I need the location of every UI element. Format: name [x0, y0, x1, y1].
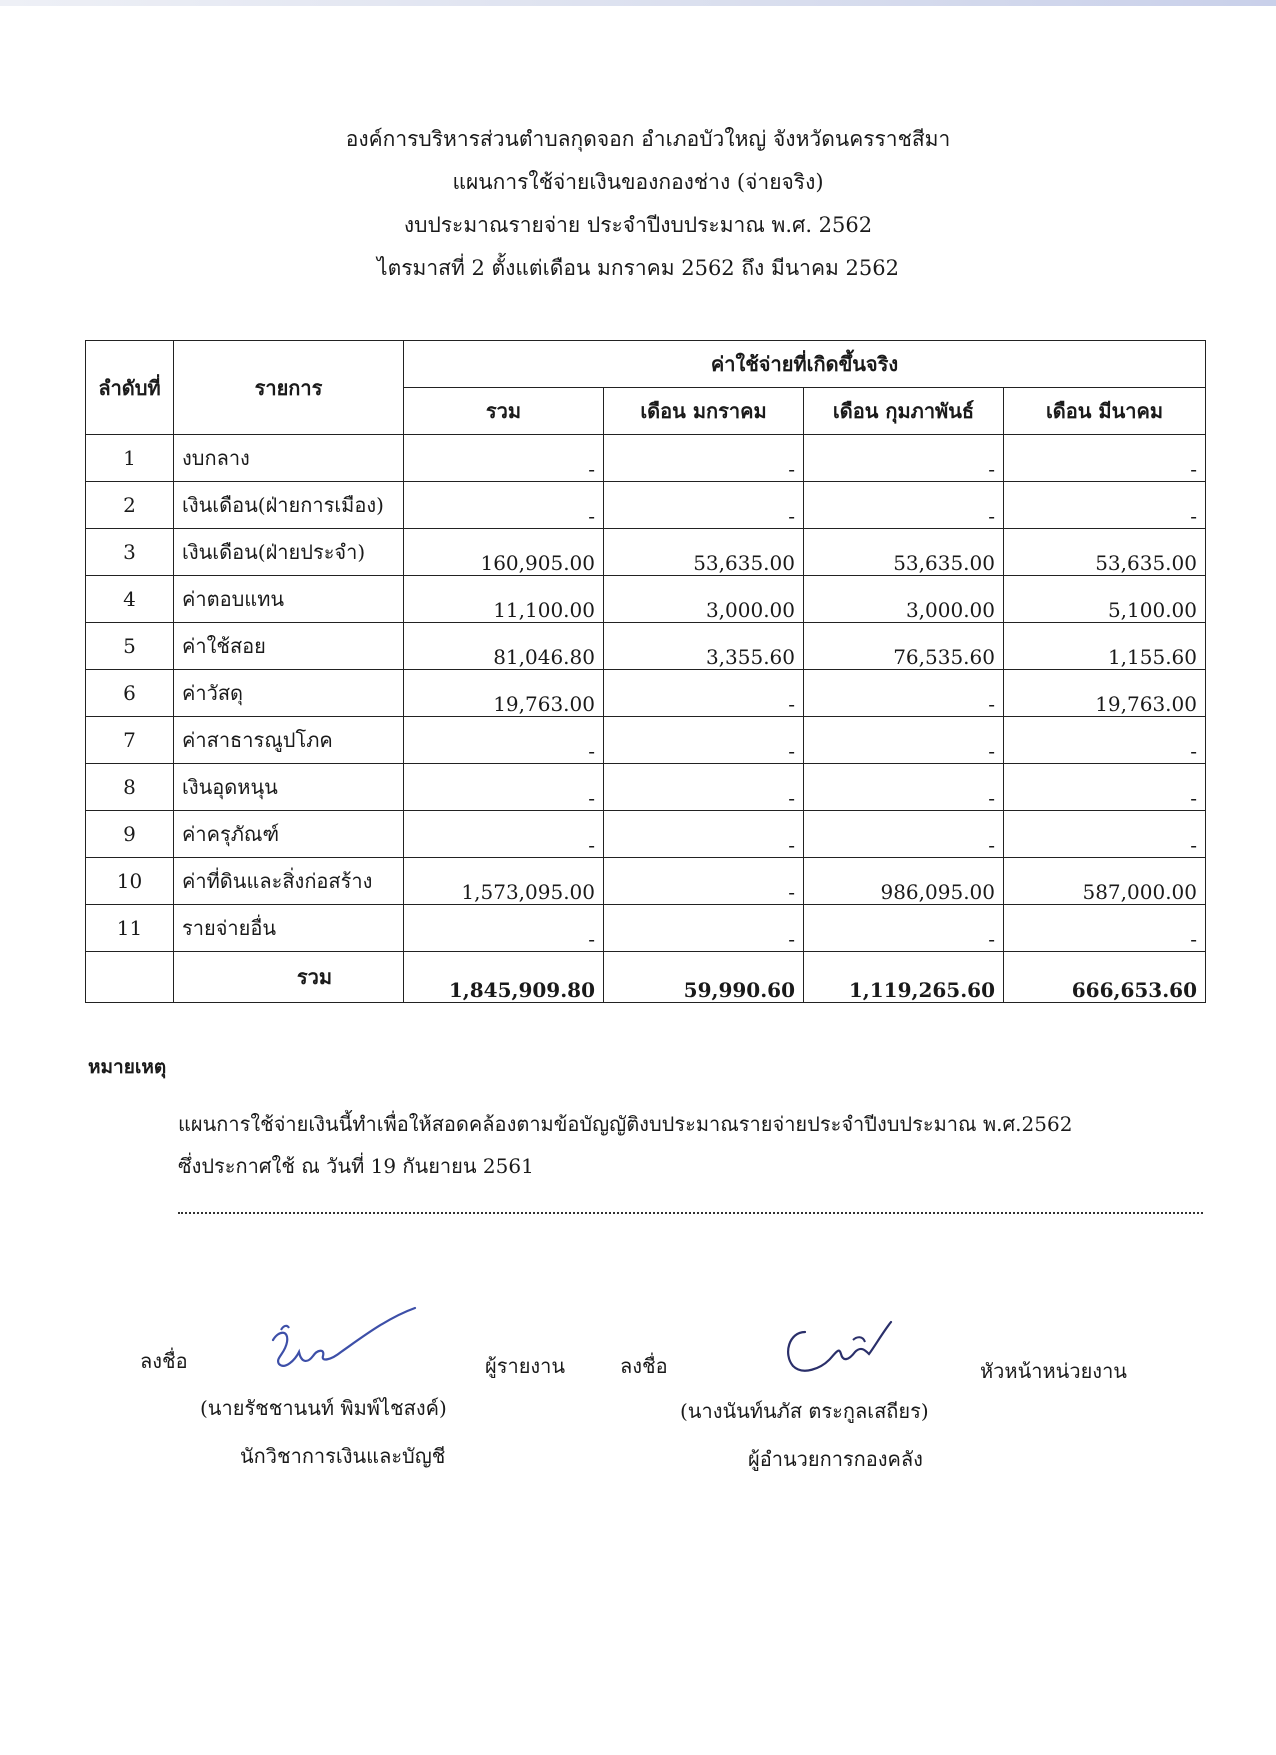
row-feb: -	[804, 435, 1004, 482]
col-no-header: ลำดับที่	[86, 341, 174, 435]
row-item: เงินเดือน(ฝ่ายการเมือง)	[174, 482, 404, 529]
row-no: 3	[86, 529, 174, 576]
row-no: 5	[86, 623, 174, 670]
row-mar: 19,763.00	[1004, 670, 1206, 717]
table-row	[86, 576, 1206, 623]
row-feb: -	[804, 717, 1004, 764]
row-mar: -	[1004, 435, 1206, 482]
remark-line-2: ซึ่งประกาศใช้ ณ วันที่ 19 กันยายน 2561	[178, 1154, 534, 1178]
row-feb: -	[804, 811, 1004, 858]
total-label: รวม	[174, 952, 404, 1003]
row-total: 19,763.00	[404, 670, 604, 717]
row-no: 7	[86, 717, 174, 764]
row-item: ค่าวัสดุ	[174, 670, 404, 717]
row-feb: -	[804, 905, 1004, 952]
row-feb: 76,535.60	[804, 623, 1004, 670]
right-sign-label: ลงชื่อ	[620, 1354, 668, 1378]
row-jan: 53,635.00	[604, 529, 804, 576]
row-total: 1,573,095.00	[404, 858, 604, 905]
row-jan: -	[604, 811, 804, 858]
row-jan: -	[604, 905, 804, 952]
row-mar: -	[1004, 482, 1206, 529]
right-name: (นางนันท์นภัส ตระกูลเสถียร)	[680, 1399, 929, 1423]
scan-edge	[0, 0, 1276, 6]
right-signature-mark	[775, 1310, 915, 1390]
right-role: หัวหน้าหน่วยงาน	[980, 1359, 1127, 1383]
dotted-line	[178, 1212, 1203, 1214]
row-feb: 3,000.00	[804, 576, 1004, 623]
row-feb: -	[804, 670, 1004, 717]
row-jan: -	[604, 764, 804, 811]
table-row	[86, 435, 1206, 482]
total-jan: 59,990.60	[604, 952, 804, 1003]
row-mar: 5,100.00	[1004, 576, 1206, 623]
left-position: นักวิชาการเงินและบัญชี	[240, 1444, 446, 1468]
col-item-header: รายการ	[174, 341, 404, 435]
row-item: ค่าใช้สอย	[174, 623, 404, 670]
col-group-header: ค่าใช้จ่ายที่เกิดขึ้นจริง	[404, 341, 1206, 388]
plan-title: แผนการใช้จ่ายเงินของกองช่าง (จ่ายจริง)	[452, 170, 824, 194]
row-total: -	[404, 482, 604, 529]
quarter-line: ไตรมาสที่ 2 ตั้งแต่เดือน มกราคม 2562 ถึง มีนาคม 2562	[377, 256, 899, 280]
col-mar-header: เดือน มีนาคม	[1004, 388, 1206, 435]
row-mar: -	[1004, 764, 1206, 811]
table-row	[86, 670, 1206, 717]
col-jan-header: เดือน มกราคม	[604, 388, 804, 435]
row-item: เงินเดือน(ฝ่ายประจำ)	[174, 529, 404, 576]
total-sum: 1,845,909.80	[404, 952, 604, 1003]
row-item: งบกลาง	[174, 435, 404, 482]
row-mar: 53,635.00	[1004, 529, 1206, 576]
row-jan: 3,000.00	[604, 576, 804, 623]
row-mar: 587,000.00	[1004, 858, 1206, 905]
left-role: ผู้รายงาน	[485, 1354, 566, 1378]
row-no: 11	[86, 905, 174, 952]
row-feb: 53,635.00	[804, 529, 1004, 576]
row-total: -	[404, 905, 604, 952]
total-empty-cell	[86, 952, 174, 1003]
remark-title: หมายเหตุ	[88, 1056, 167, 1078]
table-row	[86, 623, 1206, 670]
row-mar: -	[1004, 717, 1206, 764]
row-mar: 1,155.60	[1004, 623, 1206, 670]
row-item: ค่าครุภัณฑ์	[174, 811, 404, 858]
left-signature-mark	[265, 1300, 425, 1380]
row-jan: -	[604, 435, 804, 482]
row-no: 1	[86, 435, 174, 482]
row-no: 6	[86, 670, 174, 717]
row-no: 9	[86, 811, 174, 858]
table-row	[86, 858, 1206, 905]
right-position: ผู้อำนวยการกองคลัง	[748, 1447, 923, 1471]
row-no: 10	[86, 858, 174, 905]
table-row	[86, 905, 1206, 952]
row-total: 81,046.80	[404, 623, 604, 670]
budget-line: งบประมาณรายจ่าย ประจำปีงบประมาณ พ.ศ. 2562	[403, 213, 873, 237]
organization-line: องค์การบริหารส่วนตำบลกุดจอก อำเภอบัวใหญ่ จังหวัดนครราชสีมา	[345, 127, 951, 151]
table-row	[86, 717, 1206, 764]
document-header	[0, 118, 1276, 290]
row-jan: -	[604, 482, 804, 529]
row-total: -	[404, 764, 604, 811]
row-jan: 3,355.60	[604, 623, 804, 670]
left-name: (นายรัชชานนท์ พิมพ์ไชสงค์)	[200, 1396, 447, 1420]
total-row	[86, 952, 1206, 1003]
total-feb: 1,119,265.60	[804, 952, 1004, 1003]
row-total: 160,905.00	[404, 529, 604, 576]
col-feb-header: เดือน กุมภาพันธ์	[804, 388, 1004, 435]
row-no: 4	[86, 576, 174, 623]
total-mar: 666,653.60	[1004, 952, 1206, 1003]
row-feb: -	[804, 764, 1004, 811]
remark-line-1: แผนการใช้จ่ายเงินนี้ทำเพื่อให้สอดคล้องตามข้อบัญญัติงบประมาณรายจ่ายประจำปีงบประมาณ พ.ศ.2562	[178, 1112, 1073, 1136]
row-jan: -	[604, 858, 804, 905]
row-total: -	[404, 811, 604, 858]
row-item: เงินอุดหนุน	[174, 764, 404, 811]
expense-table	[85, 340, 1206, 1003]
col-total-header: รวม	[404, 388, 604, 435]
table-row	[86, 764, 1206, 811]
row-jan: -	[604, 670, 804, 717]
row-item: ค่าที่ดินและสิ่งก่อสร้าง	[174, 858, 404, 905]
row-no: 8	[86, 764, 174, 811]
table-row	[86, 482, 1206, 529]
row-item: รายจ่ายอื่น	[174, 905, 404, 952]
row-jan: -	[604, 717, 804, 764]
row-mar: -	[1004, 811, 1206, 858]
row-item: ค่าสาธารณูปโภค	[174, 717, 404, 764]
row-total: -	[404, 435, 604, 482]
row-feb: -	[804, 482, 1004, 529]
row-mar: -	[1004, 905, 1206, 952]
row-total: -	[404, 717, 604, 764]
row-total: 11,100.00	[404, 576, 604, 623]
left-sign-label: ลงชื่อ	[140, 1349, 188, 1373]
row-no: 2	[86, 482, 174, 529]
row-feb: 986,095.00	[804, 858, 1004, 905]
row-item: ค่าตอบแทน	[174, 576, 404, 623]
table-row	[86, 811, 1206, 858]
table-row	[86, 529, 1206, 576]
